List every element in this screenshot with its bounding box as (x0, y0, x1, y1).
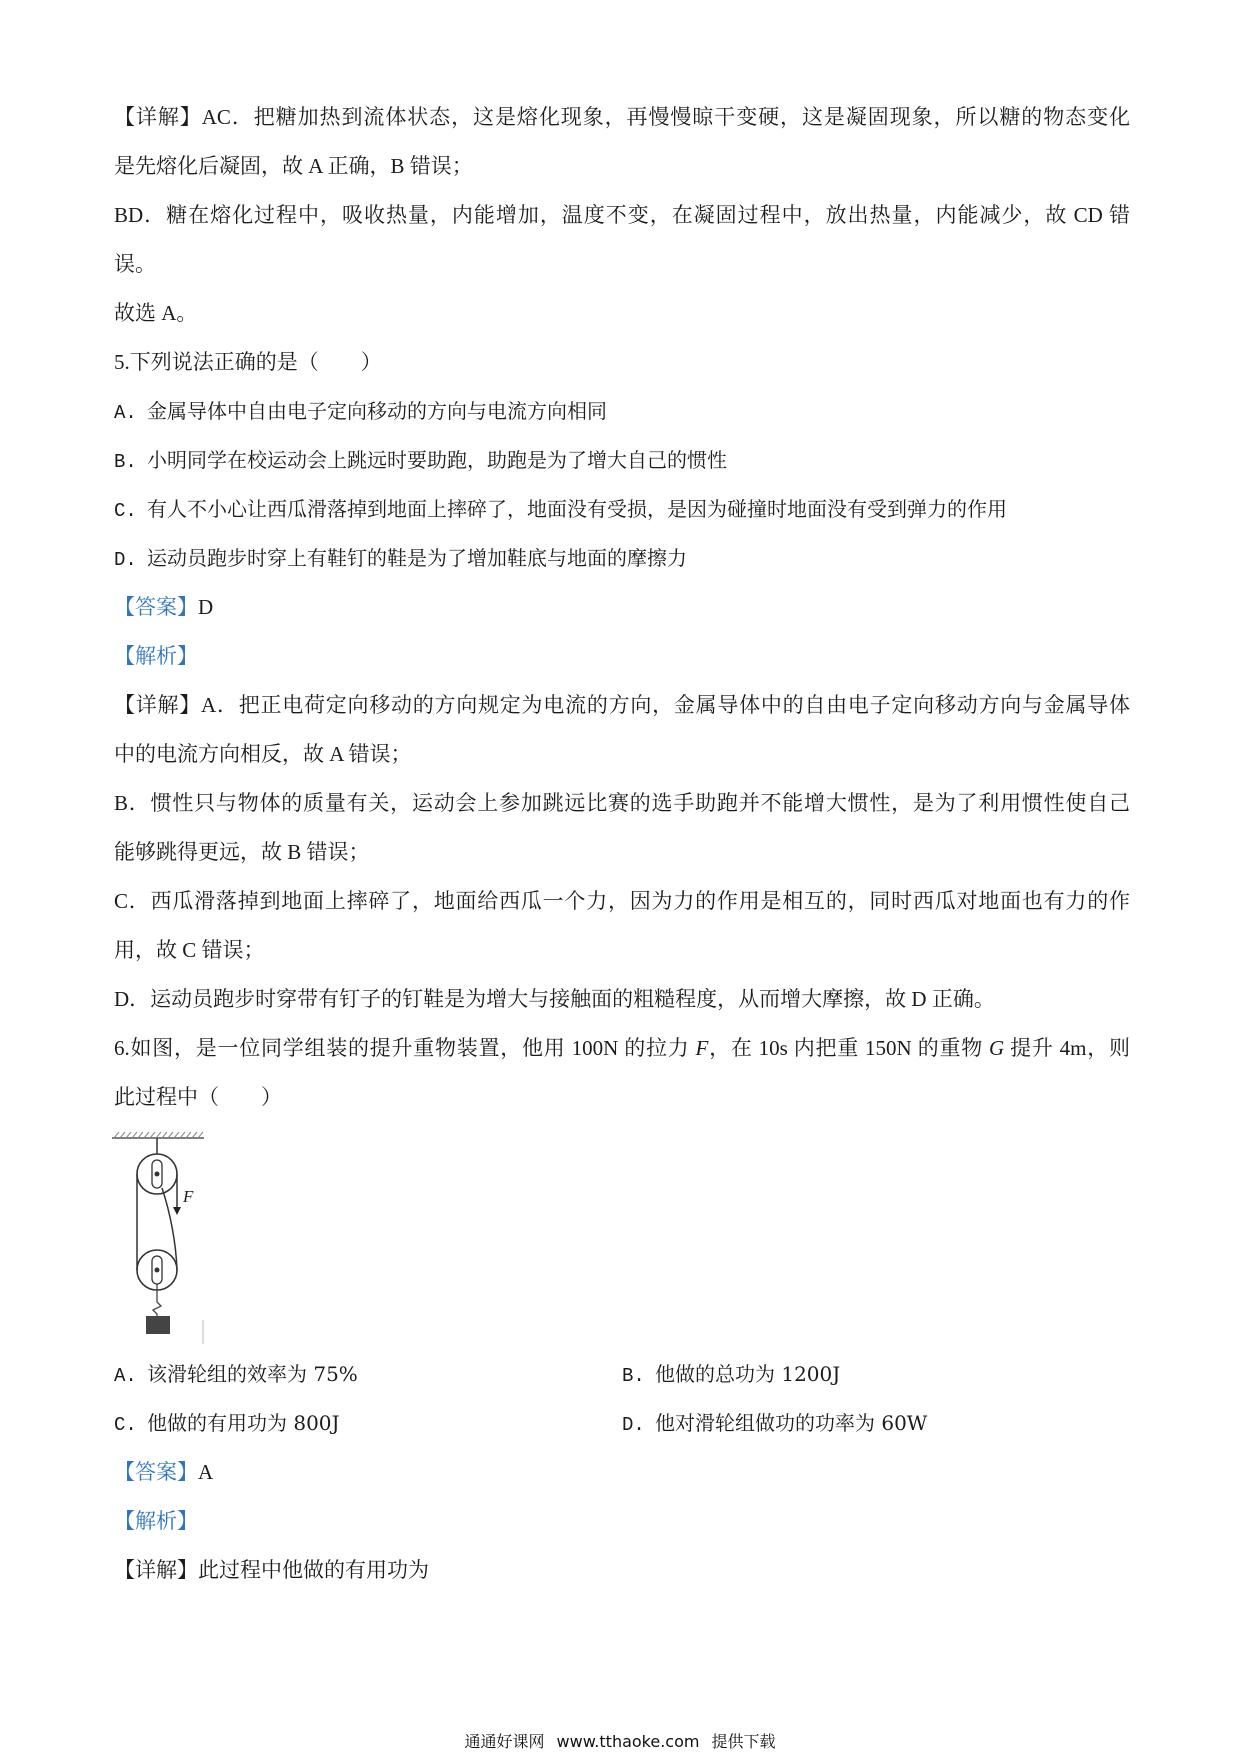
detail-label: 【详解】 (114, 693, 202, 717)
q5-answer (114, 583, 1130, 632)
q4-detail-line-3: BD．糖在熔化过程中，吸收热量，内能增加，温度不变，在凝固过程中，放出热量，内能减少，故 CD 错 (114, 203, 1130, 227)
detail-text: AC．把糖加热到流体状态，这是熔化现象，再慢慢晾干变硬，这是凝固现象，所以糖的物态变化 (201, 105, 1130, 129)
q6-option-c (114, 1399, 622, 1448)
detail-text: A．把正电荷定向移动的方向规定为电流的方向，金属导体中的自由电子定向移动方向与金属导体 (201, 693, 1130, 717)
force-label: F (183, 1187, 194, 1206)
q5-stem: 5.下列说法正确的是（ ） (114, 350, 382, 374)
hook (153, 1284, 161, 1316)
page-footer (0, 1732, 1240, 1752)
answer-value: A (198, 1460, 214, 1484)
q6-analysis-heading (114, 1497, 1130, 1546)
option-text: 他做的有用功为 800J (147, 1411, 340, 1435)
q5-detail-line-3: B．惯性只与物体的质量有关，运动会上参加跳远比赛的选手助跑并不能增大惯性，是为了利用惯性使自己 (114, 791, 1130, 815)
q6-stem-line-2: 此过程中（ ） (114, 1085, 282, 1109)
q6-answer (114, 1448, 1130, 1497)
q5-detail-line-4: 能够跳得更远，故 B 错误； (114, 840, 370, 864)
weight-block (146, 1316, 170, 1334)
weight-symbol: G (988, 1036, 1005, 1060)
analysis-label: 【解析】 (114, 1509, 198, 1533)
analysis-label: 【解析】 (114, 644, 198, 668)
option-text: 运动员跑步时穿上有鞋钉的鞋是为了增加鞋底与地面的摩擦力 (147, 546, 687, 570)
force-symbol: F (695, 1036, 709, 1060)
answer-label: 【答案】 (114, 595, 198, 619)
option-letter: B. (114, 451, 137, 473)
stem-text: ，在 10s 内把重 150N 的重物 (708, 1036, 989, 1060)
stem-text: 6.如图，是一位同学组装的提升重物装置，他用 100N 的拉力 (114, 1036, 696, 1060)
detail-label: 【详解】 (114, 1558, 198, 1582)
lower-pulley-axle (155, 1268, 160, 1273)
footer-url: www.tthaoke.com (556, 1732, 700, 1751)
q4-detail-line-1 (114, 93, 1130, 142)
option-text: 该滑轮组的效率为 75% (147, 1362, 358, 1386)
option-letter: D. (622, 1414, 645, 1436)
q6-stem-line-1 (114, 1024, 1130, 1073)
q5-detail-line-1 (114, 681, 1130, 730)
q4-detail-line-2: 是先熔化后凝固，故 A 正确，B 错误； (114, 154, 473, 178)
stem-text: 提升 4m，则 (1004, 1036, 1130, 1060)
q5-detail-line-2: 中的电流方向相反，故 A 错误； (114, 742, 412, 766)
option-text: 金属导体中自由电子定向移动的方向与电流方向相同 (147, 399, 607, 423)
pulley-figure (114, 1122, 1130, 1350)
q5-analysis-heading (114, 632, 1130, 681)
answer-value: D (198, 595, 214, 619)
answer-label: 【答案】 (114, 1460, 198, 1484)
detail-label: 【详解】 (114, 105, 202, 129)
footer-site-name: 通通好课网 (464, 1732, 545, 1751)
q5-option-a (114, 387, 1130, 436)
option-letter: A. (114, 1365, 137, 1387)
q5-detail-line-5: C．西瓜滑落掉到地面上摔碎了，地面给西瓜一个力，因为力的作用是相互的，同时西瓜对地面也有力的作 (114, 889, 1130, 913)
q6-option-d (622, 1399, 1130, 1448)
option-letter: C. (114, 1414, 137, 1436)
q5-detail-line-6: 用，故 C 错误； (114, 938, 265, 962)
option-letter: C. (114, 500, 137, 522)
detail-text: 此过程中他做的有用功为 (198, 1558, 429, 1582)
q5-option-c (114, 485, 1130, 534)
option-letter: D. (114, 549, 137, 571)
footer-suffix: 提供下载 (711, 1732, 776, 1751)
q4-detail-line-4: 误。 (114, 252, 156, 276)
q6-option-a (114, 1350, 622, 1399)
option-text: 小明同学在校运动会上跳远时要助跑，助跑是为了增大自己的惯性 (147, 448, 727, 472)
option-text: 他对滑轮组做功的功率为 60W (655, 1411, 928, 1435)
q5-option-b (114, 436, 1130, 485)
q5-option-d (114, 534, 1130, 583)
force-arrow-icon (173, 1207, 181, 1215)
q4-conclusion: 故选 A。 (114, 301, 198, 325)
upper-pulley-axle (155, 1172, 160, 1177)
page-content (114, 93, 1130, 1595)
option-text: 有人不小心让西瓜滑落掉到地面上摔碎了，地面没有受损，是因为碰撞时地面没有受到弹力的作用 (147, 497, 1007, 521)
option-letter: A. (114, 402, 137, 424)
q6-option-b (622, 1350, 1130, 1399)
ceiling-hatch (114, 1132, 203, 1138)
q5-detail-line-7: D．运动员跑步时穿带有钉子的钉鞋是为增大与接触面的粗糙程度，从而增大摩擦，故 D 正确。 (114, 987, 995, 1011)
option-letter: B. (622, 1365, 645, 1387)
option-text: 他做的总功为 1200J (655, 1362, 841, 1386)
right-rope (162, 1188, 177, 1270)
q6-options-row-1 (114, 1350, 1130, 1399)
q6-detail-line-1 (114, 1546, 1130, 1595)
q6-options-row-2 (114, 1399, 1130, 1448)
pulley-diagram (110, 1122, 210, 1350)
